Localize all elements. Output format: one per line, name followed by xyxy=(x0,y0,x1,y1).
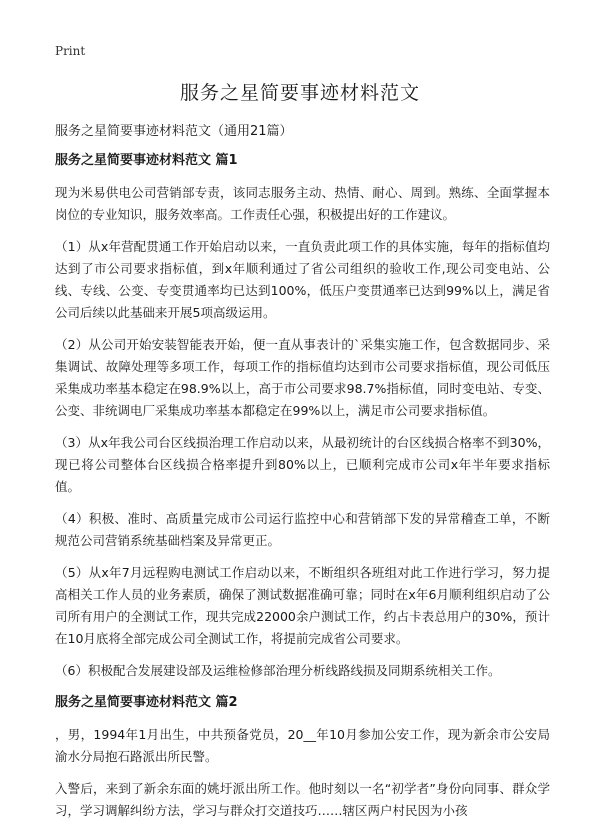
document-title: 服务之星简要事迹材料范文 xyxy=(179,82,420,104)
section-heading: 服务之星简要事迹材料范文 篇1 xyxy=(55,153,238,168)
paragraph: ，男，1994年1月出生，中共预备党员，20__年10月参加公安工作，现为新余市公安局渝水分局抱石路派出所民警。 xyxy=(55,727,550,764)
paragraph: 现为米易供电公司营销部专责，该同志服务主动、热情、耐心、周到。熟练、全面掌握本岗位的专业知识，服务效率高。工作责任心强，积极提出好的工作建议。 xyxy=(55,185,550,222)
paragraph: 入警后，来到了新余东面的姚圩派出所工作。他时刻以一名“初学者”身份向同事、群众学习，学习调解纠纷方法，学习与群众打交道技巧……辖区两户村民因为小孩 xyxy=(55,781,550,818)
section-2 xyxy=(55,692,550,822)
print-link[interactable]: Print xyxy=(55,44,86,58)
paragraph: （6）积极配合发展建设部及运维检修部治理分析线路线损及同期系统相关工作。 xyxy=(55,663,501,678)
document-body xyxy=(55,150,550,832)
paragraph: （2）从公司开始安装智能表开始，便一直从事表计的`采集实施工作，包含数据同步、采集调试、故障处理等多项工作，每项工作的指标值均达到市公司要求指标值，现公司低压采集成功率基本稳定在98.9%以上，高于市公司要求98.7%指标值，同时变电站、专变、公变、非统调电厂采集成功率基本都稳定在99%以上，满足市公司要求指标值。 xyxy=(55,337,550,418)
section-1 xyxy=(55,150,550,682)
paragraph: （3）从x年我公司台区线损治理工作启动以来，从最初统计的台区线损合格率不到30%，现已将公司整体台区线损合格率提升到80%以上，已顺利完成市公司x年半年要求指标值。 xyxy=(55,435,550,494)
document-subtitle: 服务之星简要事迹材料范文（通用21篇） xyxy=(55,124,293,139)
paragraph: （5）从x年7月远程购电测试工作启动以来，不断组织各班组对此工作进行学习，努力提高相关工作人员的业务素质，确保了测试数据准确可靠；同时在x年6月顺利组织启动了公司所有用户的全测试工作，现共完成22000余户测试工作，约占卡表总用户的30%，预计在10月底将全部完成公司全测试工作，将提前完成省公司要求。 xyxy=(55,565,550,646)
section-heading: 服务之星简要事迹材料范文 篇2 xyxy=(55,695,238,710)
paragraph: （4）积极、准时、高质量完成市公司运行监控中心和营销部下发的异常稽查工单，不断规范公司营销系统基础档案及异常更正。 xyxy=(55,511,550,548)
paragraph: （1）从x年营配贯通工作开始启动以来，一直负责此项工作的具体实施，每年的指标值均达到了市公司要求指标值，到x年顺利通过了省公司组织的验收工作,现公司变电站、公线、专线、公变、专变贯通率均已达到100%，低压户变贯通率已达到99%以上，满足省公司后续以此基础来开展5项高级运用。 xyxy=(55,239,550,320)
